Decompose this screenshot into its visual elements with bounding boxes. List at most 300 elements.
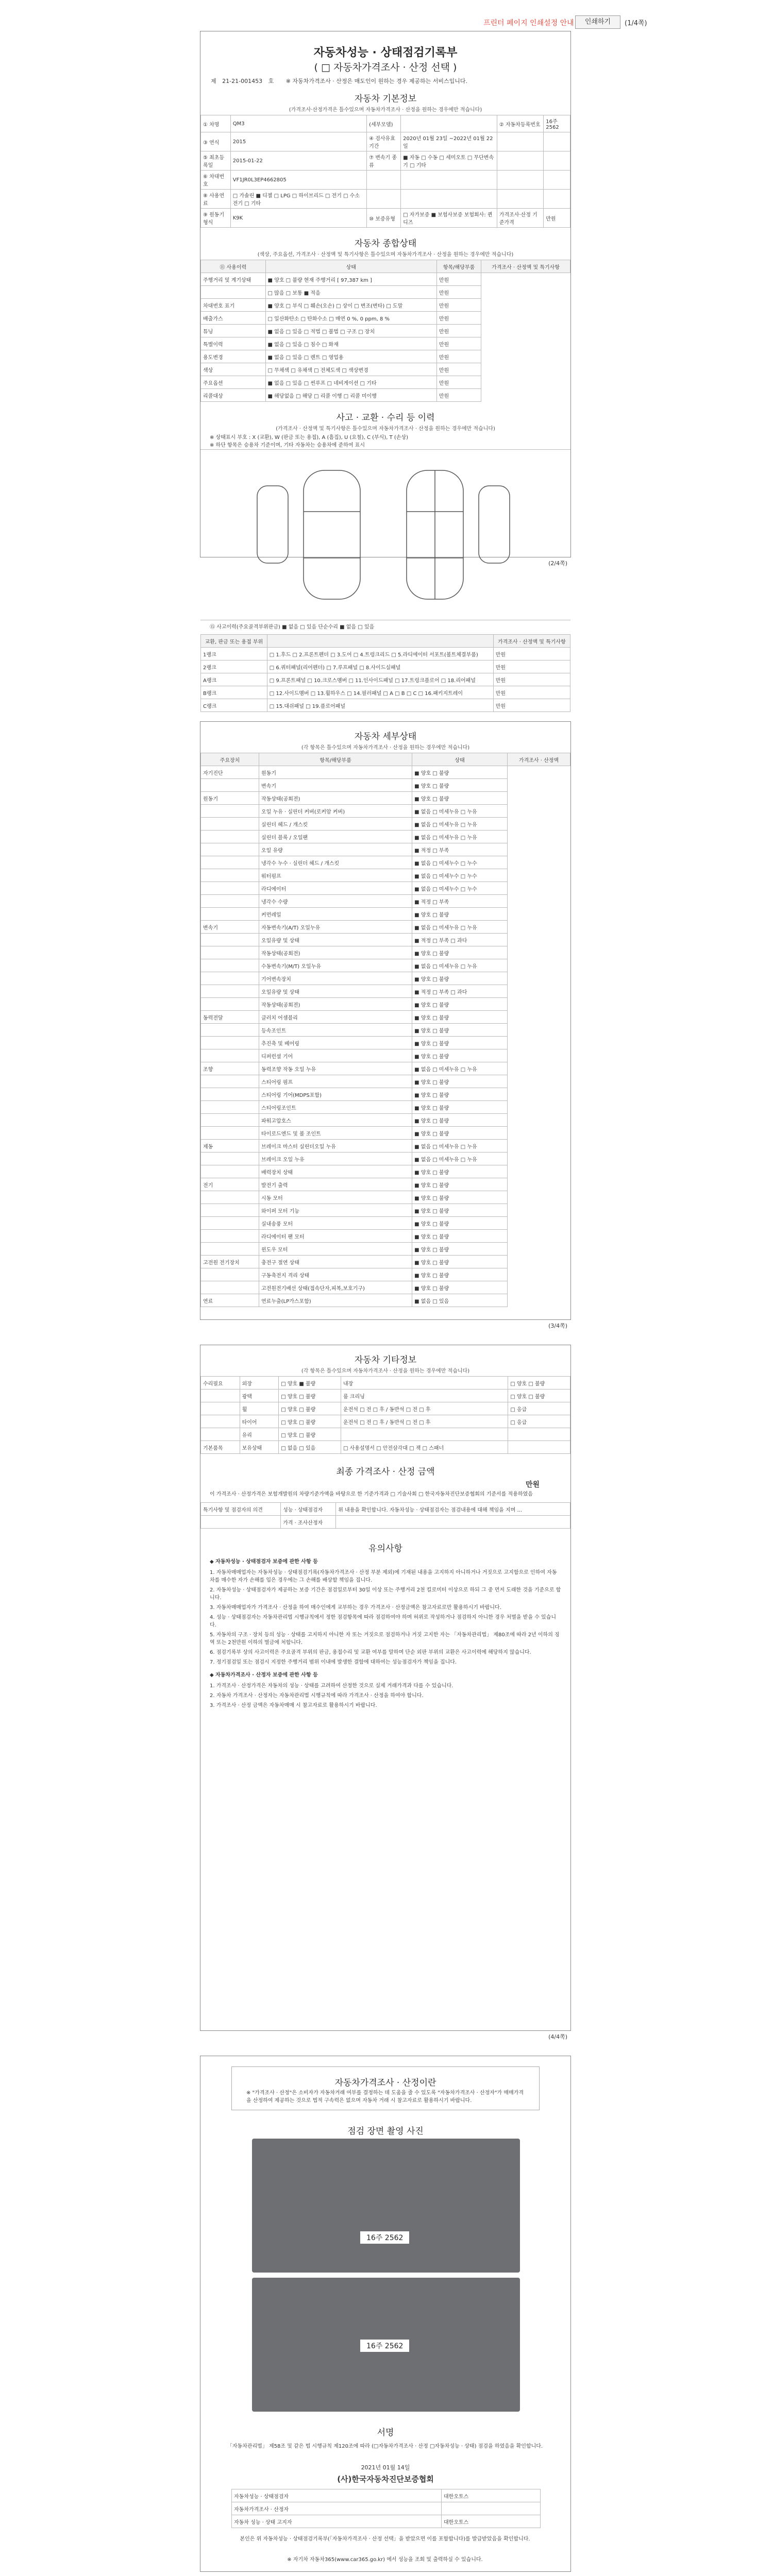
detail-row [201, 1268, 570, 1281]
detail-row-k: 작동상태(공회전) [259, 998, 412, 1011]
detail-row-g [201, 1153, 259, 1165]
special-row-k: 특기사항 및 점검자의 의견 [201, 1503, 281, 1516]
inspection-photo-rear [252, 2278, 520, 2412]
damage-row-items: □ 12.사이드멤버 □ 13.휠하우스 □ 14.필러패널 □ A □ B □ C □ 16.패키지트레이 [267, 686, 493, 699]
overall-head: ⑪ 사용이력 [201, 260, 266, 273]
detail-row-k: 브레이크 오일 누유 [259, 1153, 412, 1165]
special-row-k [201, 1516, 281, 1529]
detail-row-k: 배력장치 상태 [259, 1165, 412, 1178]
detail-row-g [201, 805, 259, 818]
detail-row-g [201, 998, 259, 1011]
sign-table [231, 2489, 541, 2528]
other-row-k: 외장 [240, 1377, 279, 1389]
detail-row [201, 1243, 570, 1256]
basic-row-k: ① 차명 [201, 115, 231, 132]
detail-row [201, 1062, 570, 1075]
detail-row-v: ■ 없음 □ 미세누유 □ 누유 [412, 818, 508, 831]
detail-row-k: 작동상태(공회전) [259, 792, 412, 805]
notice-line: 2. 자동차 가격조사 · 산정자는 자동차관리법 시행규칙에 따라 가격조사 · 산정을 하여야 합니다. [210, 1693, 424, 1699]
damage-row-rank: 1랭크 [201, 648, 267, 660]
other-row-k: 보유상태 [240, 1441, 279, 1454]
other-row-k2: □ 사용설명서 □ 안전삼각대 □ 잭 □ 스패너 [341, 1441, 508, 1454]
record-number-row [200, 74, 570, 88]
detail-row-v: ■ 양호 □ 불량 [412, 1165, 508, 1178]
detail-row [201, 843, 570, 856]
overall-row-v: ■ 양호 □ 부식 □ 훼손(오손) □ 상이 □ 변조(변타) □ 도말 [265, 299, 436, 312]
detail-row-g [201, 1217, 259, 1230]
detail-head: 주요장치 [201, 753, 259, 766]
detail-row [201, 805, 570, 818]
footer-2: ※ 자기차 자동차365(www.car365.go.kr) 에서 성능을 조회 및 출력하실 수 있습니다. [287, 2557, 483, 2563]
page-indicator: (1/4쪽) [625, 20, 647, 27]
detail-row [201, 1191, 570, 1204]
detail-row [201, 869, 570, 882]
detail-row-g [201, 1230, 259, 1243]
basic-row-v: 2015 [230, 132, 366, 151]
notice-head-2: ◆ 자동차가격조사 · 산정자 보증에 관한 사항 등 [210, 1672, 318, 1678]
page-number: (3/4쪽) [548, 1323, 567, 1329]
detail-row [201, 1049, 570, 1062]
detail-row-k: 오일 누유 · 실린더 커버(로커암 커버) [259, 805, 412, 818]
plate-2: 16주 2562 [360, 2340, 409, 2352]
other-row-v: □ 양호 □ 불량 [279, 1415, 341, 1428]
detail-row-k: 스티어링조인트 [259, 1101, 412, 1114]
detail-row [201, 1127, 570, 1140]
detail-row-g [201, 1114, 259, 1127]
other-row-v2: □ 양호 □ 불량 [508, 1389, 570, 1402]
detail-row-k: 고전원전기배선 상태(접속단자,피복,보호기구) [259, 1281, 412, 1294]
detail-row-g [201, 831, 259, 843]
record-title: 자동차성능 · 상태점검기록부 [313, 46, 458, 59]
record-note: ※ 자동차가격조사 · 산정은 매도인이 원하는 경우 제공하는 서비스입니다. [285, 78, 468, 84]
detail-row [201, 985, 570, 998]
detail-row [201, 1165, 570, 1178]
damage-value: 만원 [493, 686, 570, 699]
overall-row-k: 차대번호 표기 [201, 299, 266, 312]
detail-row-k: 브레이크 마스터 실린더오일 누유 [259, 1140, 412, 1153]
basic-row-v2 [401, 171, 497, 190]
overall-row-r: 만원 [436, 363, 481, 376]
notice-line: 1. 자동차매매업자는 자동차성능 · 상태점검기록(자동차가격조사 · 산정 부분 제외)에 기재된 내용을 고지하지 아니하거나 거짓으로 고지함으로 인하여 자동차를 매수한 자가 손해를 입은 경우에는 그 손해를 배상할 책임을 집니다. [210, 1570, 557, 1583]
detail-row-v: ■ 없음 □ 미세누유 □ 누유 [412, 1140, 508, 1153]
detail-row-v: ■ 양호 □ 불량 [412, 766, 508, 779]
overall-row-k: 용도변경 [201, 350, 266, 363]
detail-row-v: ■ 없음 □ 미세누수 □ 누수 [412, 882, 508, 895]
overall-row [201, 376, 570, 389]
detail-row [201, 766, 570, 779]
detail-row-g [201, 856, 259, 869]
detail-row-g: 전기 [201, 1178, 259, 1191]
basic-row-k: ⑨ 원동기형식 [201, 209, 231, 228]
record-no-suffix: 호 [268, 78, 274, 84]
detail-row-v: ■ 없음 □ 미세누유 □ 누유 [412, 959, 508, 972]
basic-row [201, 190, 570, 209]
detail-row-v: ■ 없음 □ 미세누유 □ 누유 [412, 805, 508, 818]
damage-head: 가격조사 · 산정액 및 특기사항 [493, 635, 570, 648]
other-row-k2: 운전석 □ 전 □ 후 / 동반석 □ 전 □ 후 [341, 1415, 508, 1428]
detail-row [201, 856, 570, 869]
price-info-title: 자동차가격조사 · 산정이란 [334, 2078, 436, 2088]
damage-value: 만원 [493, 673, 570, 686]
overall-row-r: 만원 [436, 337, 481, 350]
record-page-1 [200, 31, 571, 709]
final-price-value: 만원 [525, 1481, 540, 1489]
other-row-g: 수리필요 [201, 1377, 240, 1389]
detail-row-v: ■ 적정 □ 부족 [412, 895, 508, 908]
print-button[interactable]: 인쇄하기 [575, 15, 620, 29]
notice-head-1: ◆ 자동차성능 · 상태점검자 보증에 관한 사항 등 [210, 1559, 318, 1565]
other-row-g [201, 1389, 240, 1402]
detail-row-g [201, 1024, 259, 1037]
other-row [201, 1428, 570, 1441]
basic-row-v3: 16주2562 [544, 115, 570, 132]
damage-value: 만원 [493, 648, 570, 660]
detail-row-v: ■ 양호 □ 불량 [412, 1049, 508, 1062]
detail-row-v: ■ 양호 □ 불량 [412, 946, 508, 959]
detail-row-g: 제동 [201, 1140, 259, 1153]
detail-row-v: ■ 양호 □ 불량 [412, 1024, 508, 1037]
accident-sub: (가격조사 · 산정액 및 특기사항은 틀수있으며 자동차가격조사 · 산정을 원하는 경우에만 적습니다) [276, 426, 495, 432]
sign-row [232, 2515, 541, 2528]
overall-row-r: 만원 [436, 299, 481, 312]
other-row [201, 1402, 570, 1415]
other-row-k2: 내장 [341, 1377, 508, 1389]
basic-row-v3: 만원 [544, 209, 570, 228]
detail-row-k: 냉각수 누수 · 실린더 헤드 / 개스킷 [259, 856, 412, 869]
other-row-v2: □ 응급 [508, 1402, 570, 1415]
detail-row-v: ■ 양호 □ 불량 [412, 972, 508, 985]
basic-row [201, 132, 570, 151]
final-price-note: 이 가격조사 · 산정가격은 보험개발원의 차량기준가액을 바탕으로 한 기준가격과 □ 기술사회 □ 한국자동차진단보증협회의 기준서를 적용하였음 [210, 1492, 533, 1497]
record-subtitle: ( □ 자동차가격조사 · 산정 선택 ) [314, 62, 457, 73]
detail-row-g: 연료 [201, 1294, 259, 1307]
notice-line: 3. 가격조사 · 산정 금액은 자동차매매 시 참고자료로 활용하시기 바랍니다. [210, 1703, 377, 1708]
basic-row [201, 171, 570, 190]
basic-row-k2 [367, 190, 401, 209]
detail-row [201, 1101, 570, 1114]
final-price-title: 최종 가격조사 · 산정 금액 [336, 1467, 435, 1477]
overall-row-k: 색상 [201, 363, 266, 376]
detail-row [201, 1075, 570, 1088]
price-info-text: ※ "가격조사 · 산정"은 소비자가 자동차거래 여부를 결정하는 데 도움을 줄 수 있도록 "자동차가격조사 · 산정자"가 매매가격을 산정하여 제공하는 것으로 법적 구속력은 없으며 자동차 거래 시 참고자료로 활용하시기 바랍니다. [246, 2090, 524, 2104]
detail-row-v: ■ 없음 □ 미세누유 □ 누유 [412, 921, 508, 934]
top-bar [0, 0, 773, 31]
other-title: 자동차 기타정보 [354, 1355, 417, 1365]
notice-line: 4. 성능 · 상태점검자는 자동차관리법 시행규칙에서 정한 점검항목에 따라 점검하여야 하며 허위로 작성하거나 점검하지 아니한 경우 처벌을 받을 수 있습니다. [210, 1615, 557, 1628]
detail-row-v: ■ 양호 □ 불량 [412, 1217, 508, 1230]
detail-row-k: 작동상태(공회전) [259, 946, 412, 959]
basic-row-k2: ④ 검사유효기간 [367, 132, 401, 151]
detail-row-k: 워터펌프 [259, 869, 412, 882]
damage-table [200, 634, 570, 712]
basic-row-v3 [544, 151, 570, 171]
notice-line: 2. 자동차성능 · 상태점검자가 제공하는 보증 기간은 점검일로부터 30일 이상 또는 주행거리 2천 킬로미터 이상으로 하되 그 중 먼저 도래한 것을 기준으로 합니다. [210, 1587, 561, 1601]
detail-row [201, 1140, 570, 1153]
detail-row [201, 895, 570, 908]
sign-row-v: 대한오토스 [442, 2515, 541, 2528]
detail-row-k: 동력조향 작동 오일 누유 [259, 1062, 412, 1075]
overall-head: 상태 [265, 260, 436, 273]
inspection-photo-front [252, 2139, 520, 2273]
detail-row-g [201, 818, 259, 831]
detail-row-g [201, 1037, 259, 1049]
overall-row [201, 273, 570, 286]
detail-row-g [201, 1127, 259, 1140]
record-page-2 [200, 721, 571, 1329]
overall-title: 자동차 종합상태 [354, 239, 417, 249]
sign-date: 2021년 01월 14일 [361, 2464, 410, 2471]
basic-info-table [200, 115, 570, 228]
basic-row-k2: ⑦ 변속기 종류 [367, 151, 401, 171]
detail-row-k: 충전구 절연 상태 [259, 1256, 412, 1268]
plate-1: 16주 2562 [360, 2231, 409, 2244]
sign-row-k: 자동차 성능 · 상태 고지자 [232, 2515, 442, 2528]
overall-row [201, 337, 570, 350]
overall-row-r: 만원 [436, 273, 481, 286]
other-row-v: □ 양호 □ 불량 [279, 1402, 341, 1415]
overall-row-r: 만원 [436, 286, 481, 299]
detail-row [201, 1217, 570, 1230]
detail-sub: (각 항목은 틀수있으며 자동차가격조사 · 산정을 원하는 경우에만 적습니다) [301, 745, 470, 751]
detail-row-g [201, 779, 259, 792]
other-row-k2: 운전석 □ 전 □ 후 / 동반석 □ 전 □ 후 [341, 1402, 508, 1415]
other-row-v: □ 양호 □ 불량 [279, 1428, 341, 1441]
detail-row-v: ■ 없음 □ 미세누유 □ 누유 [412, 1153, 508, 1165]
accident-note-2: ※ 하단 항목은 승용차 기준이며, 기타 자동차는 승용차에 준하여 표시 [210, 443, 365, 448]
detail-row-v: ■ 적정 □ 부족 [412, 843, 508, 856]
basic-row-v: VF1JR0L3EP4662805 [230, 171, 366, 190]
overall-row-k: 리콜대상 [201, 389, 266, 402]
detail-row-g [201, 1191, 259, 1204]
detail-row-v: ■ 없음 □ 미세누유 □ 누유 [412, 1062, 508, 1075]
other-row-v: □ 없음 □ 있음 [279, 1441, 341, 1454]
detail-row [201, 946, 570, 959]
notice-line: 1. 가격조사 · 산정가격은 자동차의 성능 · 상태를 고려하여 산정한 것으로 실제 거래가격과 다를 수 있습니다. [210, 1683, 453, 1689]
detail-row-v: ■ 양호 □ 불량 [412, 1256, 508, 1268]
damage-row [201, 660, 570, 673]
detail-row-v: ■ 양호 □ 불량 [412, 1243, 508, 1256]
basic-row-v3 [544, 190, 570, 209]
detail-row-k: 냉각수 수량 [259, 895, 412, 908]
detail-row-v: ■ 양호 □ 불량 [412, 1075, 508, 1088]
detail-head: 상태 [412, 753, 508, 766]
other-row-g [201, 1415, 240, 1428]
detail-row-k: 라디에이터 [259, 882, 412, 895]
special-row-v: 위 내용을 확인합니다. 자동차성능 · 상태점검자는 점검내용에 대해 책임을 지며 ... [336, 1503, 570, 1516]
basic-row-k2: (세부모델) [367, 115, 401, 132]
damage-row-rank: A랭크 [201, 673, 267, 686]
detail-row-k: 추진축 및 베어링 [259, 1037, 412, 1049]
detail-row-v: ■ 양호 □ 불량 [412, 1101, 508, 1114]
page-number: (2/4쪽) [548, 560, 567, 567]
overall-table [200, 260, 570, 402]
detail-row-k: 디퍼런셜 기어 [259, 1049, 412, 1062]
detail-row-v: ■ 양호 □ 불량 [412, 779, 508, 792]
detail-row [201, 882, 570, 895]
other-row-v: □ 양호 ■ 불량 [279, 1377, 341, 1389]
basic-row-v: 2015-01-22 [230, 151, 366, 171]
detail-table [200, 753, 570, 1307]
overall-row-r: 만원 [436, 376, 481, 389]
detail-row-v: ■ 없음 □ 미세누수 □ 누수 [412, 869, 508, 882]
notice-line: 6. 점검기록부 상의 사고이력은 주요골격 부위의 판금, 용접수리 및 교환 여부를 말하며 단순 외판 부위의 교환은 사고이력에 해당하지 않습니다. [210, 1650, 531, 1655]
detail-row-g: 자기진단 [201, 766, 259, 779]
detail-row-g [201, 972, 259, 985]
basic-row-v: □ 가솔린 ■ 디젤 □ LPG □ 하이브리드 □ 전기 □ 수소전기 □ 기타 [230, 190, 366, 209]
overall-row-r: 만원 [436, 312, 481, 325]
detail-row-v: ■ 양호 □ 불량 [412, 1230, 508, 1243]
other-row-k: 휠 [240, 1402, 279, 1415]
detail-row [201, 792, 570, 805]
damage-row-items: □ 1.후드 □ 2.프론트펜더 □ 3.도어 □ 4.트렁크리드 □ 5.라디에이터 서포트(볼트체결부품) [267, 648, 493, 660]
detail-row-v: ■ 양호 □ 불량 [412, 998, 508, 1011]
detail-row-k: 파워고압호스 [259, 1114, 412, 1127]
detail-row-v: ■ 양호 □ 불량 [412, 1088, 508, 1101]
damage-row [201, 673, 570, 686]
sign-org: (사)한국자동차진단보증협회 [337, 2475, 434, 2484]
other-row [201, 1441, 570, 1454]
notice-line: 5. 자동차의 구조 · 장치 등의 성능 · 상태를 고지하지 아니한 자 또는 거짓으로 점검하거나 거짓 고지한 자는 「자동차관리법」 제80조에 따라 2년 이하의 징역 또는 2천만원 이하의 벌금에 처합니다. [210, 1632, 560, 1646]
overall-row-r: 만원 [436, 325, 481, 337]
detail-row-v: ■ 양호 □ 불량 [412, 1204, 508, 1217]
other-row-v2 [508, 1428, 570, 1441]
detail-row-v: ■ 양호 □ 불량 [412, 1191, 508, 1204]
detail-row-g: 동력전달 [201, 1011, 259, 1024]
page-number: (4/4쪽) [548, 2033, 567, 2040]
detail-row-g: 원동기 [201, 792, 259, 805]
other-row-k: 유리 [240, 1428, 279, 1441]
damage-row-items: □ 6.쿼터패널(리어펜더) □ 7.루프패널 □ 8.사이드실패널 [267, 660, 493, 673]
basic-row-k3 [497, 190, 543, 209]
detail-row-v: ■ 양호 □ 불량 [412, 1281, 508, 1294]
basic-row-k2 [367, 171, 401, 190]
basic-row-v3 [544, 171, 570, 190]
detail-row-k: 발전기 출력 [259, 1178, 412, 1191]
detail-row-k: 오일 유량 [259, 843, 412, 856]
basic-row-k3: ② 자동차등록번호 [497, 115, 543, 132]
detail-title: 자동차 세부상태 [354, 732, 417, 742]
detail-row-v: ■ 양호 □ 불량 [412, 1268, 508, 1281]
overall-row-v: ■ 없음 □ 있음 □ 렌트 □ 영업용 [265, 350, 436, 363]
overall-row [201, 286, 570, 299]
other-row-k: 광택 [240, 1389, 279, 1402]
basic-row-k2: ⑩ 보증유형 [367, 209, 401, 228]
detail-row-k: 오일유량 및 상태 [259, 985, 412, 998]
detail-row-g [201, 908, 259, 921]
detail-row-v: ■ 양호 □ 불량 [412, 792, 508, 805]
sign-row-v [442, 2502, 541, 2515]
overall-row-k: 주행거리 및 계기상태 [201, 273, 266, 286]
car-outline-icon [200, 450, 569, 620]
detail-row-k: 실내송풍 모터 [259, 1217, 412, 1230]
record-page-3 [200, 1345, 571, 2040]
overall-row [201, 389, 570, 402]
detail-row [201, 934, 570, 946]
overall-row [201, 363, 570, 376]
accident-note-1: ※ 상태표시 부호 : X (교환), W (판금 또는 용접), A (흠집), U (요철), C (부식), T (손상) [210, 435, 409, 440]
overall-row-v: □ 많음 □ 보통 ■ 적음 [265, 286, 436, 299]
basic-row-v: K9K [230, 209, 366, 228]
detail-row [201, 1011, 570, 1024]
overall-row-v: ■ 없음 □ 있음 □ 침수 □ 화재 [265, 337, 436, 350]
other-sub: (각 항목은 틀수있으며 자동차가격조사 · 산정을 원하는 경우에만 적습니다) [301, 1368, 470, 1374]
detail-row-g [201, 869, 259, 882]
detail-row [201, 779, 570, 792]
overall-row-v: ■ 없음 □ 있음 □ 적법 □ 불법 □ 구조 □ 장치 [265, 325, 436, 337]
record-no-prefix: 제 [211, 78, 216, 84]
other-row-v2: □ 응급 [508, 1415, 570, 1428]
damage-row-items: □ 9.프론트패널 □ 10.크로스멤버 □ 11.인사이드패널 □ 17.트렁크플로어 □ 18.리어패널 [267, 673, 493, 686]
detail-row-g: 조향 [201, 1062, 259, 1075]
basic-row-k3: 가격조사·산정 기준가격 [497, 209, 543, 228]
overall-row-k [201, 286, 266, 299]
basic-row-k: ⑧ 사용연료 [201, 190, 231, 209]
detail-row-g [201, 895, 259, 908]
detail-row-g [201, 934, 259, 946]
basic-row-v2: 2020년 01월 23일 ~2022년 01월 22일 [401, 132, 497, 151]
detail-row-k: 스티어링 기어(MDPS포함) [259, 1088, 412, 1101]
damage-row-rank: B랭크 [201, 686, 267, 699]
basic-row [201, 209, 570, 228]
detail-row [201, 1037, 570, 1049]
other-row-k2 [341, 1428, 508, 1441]
detail-row-k: 타이로드엔드 및 볼 조인트 [259, 1127, 412, 1140]
special-row-k2: 성능 · 상태점검자 [281, 1503, 336, 1516]
detail-head: 항목/해당부품 [259, 753, 412, 766]
damage-value: 만원 [493, 660, 570, 673]
detail-row-g [201, 1268, 259, 1281]
basic-row-v3 [544, 132, 570, 151]
detail-head: 가격조사 · 산정액 [507, 753, 570, 766]
other-row-g: 기본품목 [201, 1441, 240, 1454]
other-row [201, 1377, 570, 1389]
damage-row [201, 699, 570, 712]
damage-row-rank: 2랭크 [201, 660, 267, 673]
other-row-k: 타이어 [240, 1415, 279, 1428]
overall-row [201, 350, 570, 363]
detail-row-k: 시동 모터 [259, 1191, 412, 1204]
detail-row [201, 1256, 570, 1268]
sign-row-v: 대한오토스 [442, 2489, 541, 2502]
record-no: 21-21-001453 [222, 78, 263, 84]
special-row [201, 1503, 570, 1516]
overall-row-r: 만원 [436, 350, 481, 363]
sign-title: 서명 [377, 2428, 394, 2438]
detail-row-k: 원동기 [259, 766, 412, 779]
sign-row-k: 자동차가격조사 · 산정자 [232, 2502, 442, 2515]
sign-row [232, 2502, 541, 2515]
detail-row-g [201, 882, 259, 895]
detail-row-k: 수동변속기(M/T) 오일누유 [259, 959, 412, 972]
basic-row-v: QM3 [230, 115, 366, 132]
detail-row-g [201, 959, 259, 972]
basic-row-k: ⑥ 차대번호 [201, 171, 231, 190]
detail-row-k: 연료누출(LP가스포함) [259, 1294, 412, 1307]
detail-row-v: ■ 양호 □ 불량 [412, 1178, 508, 1191]
damage-row [201, 686, 570, 699]
other-row-v: □ 양호 □ 불량 [279, 1389, 341, 1402]
detail-row-g [201, 1204, 259, 1217]
damage-head [267, 635, 493, 648]
basic-row-v2: □ 자가보증 ■ 보험사보증 보험회사: 퀸디즈 [401, 209, 497, 228]
overall-row-v: □ 무채색 □ 유채색 □ 전체도색 □ 색상변경 [265, 363, 436, 376]
detail-row [201, 831, 570, 843]
print-setting-notice[interactable]: 프린터 페이지 인쇄설정 안내 [483, 19, 574, 27]
overall-head: 항목/해당부품 [436, 260, 481, 273]
detail-row-k: 자동변속기(A/T) 오일누유 [259, 921, 412, 934]
special-table [200, 1502, 570, 1529]
detail-row [201, 972, 570, 985]
